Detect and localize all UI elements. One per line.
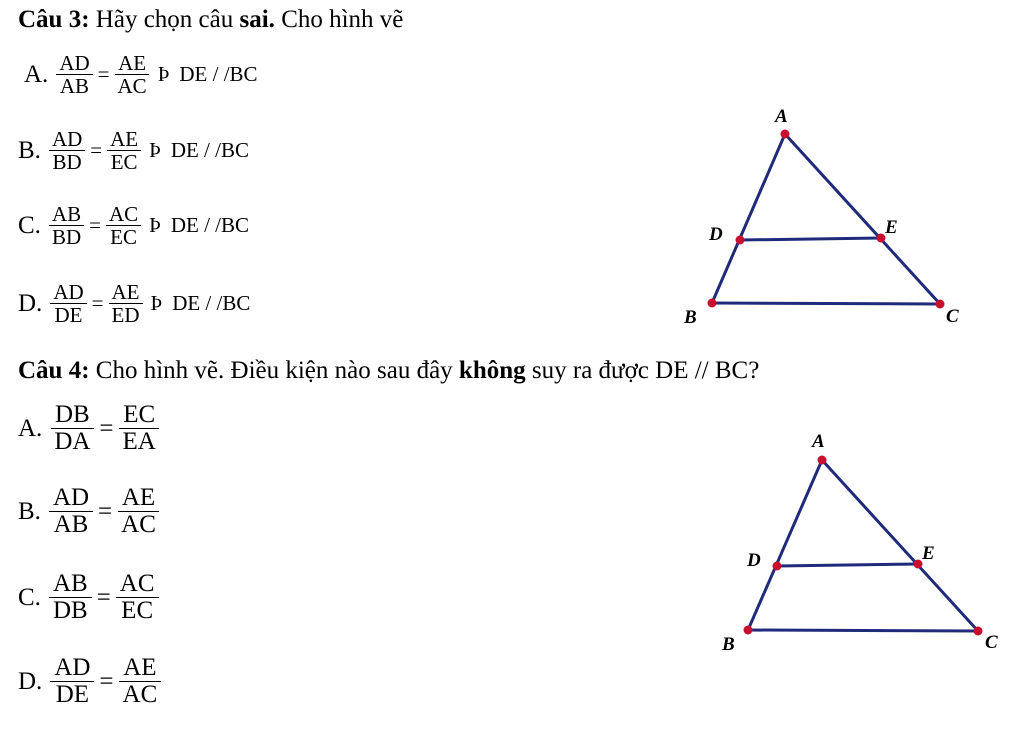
q4-bold-word: không (458, 357, 526, 384)
q4-triangle-figure (721, 431, 998, 655)
denominator: DE (55, 681, 90, 709)
point-b-dot (744, 626, 753, 635)
q3-text-before: Hãy chọn câu (89, 6, 240, 33)
denominator: EC (121, 597, 154, 625)
numerator: AC (116, 571, 159, 598)
point-c-dot (936, 300, 945, 309)
point-e-label: E (922, 543, 935, 564)
denominator: AC (117, 74, 147, 99)
segment-ac (785, 134, 940, 304)
equals-sign: = (89, 213, 101, 238)
segment-ab (712, 134, 785, 303)
implies-symbol: Þ (149, 138, 161, 163)
q3-triangle-figure (683, 106, 959, 328)
segment-de (777, 564, 918, 566)
denominator: AB (53, 511, 89, 539)
option-label: D. (18, 289, 43, 317)
equals-sign: = (98, 497, 113, 525)
conclusion-text: DE / /BC (170, 138, 249, 163)
denominator: ED (111, 303, 140, 328)
conclusion-text: DE / /BC (179, 62, 258, 87)
numerator: AB (49, 571, 92, 598)
option-label: A. (18, 414, 43, 442)
equals-sign: = (91, 291, 104, 316)
numerator: AE (107, 128, 141, 151)
segment-de (740, 238, 881, 240)
denominator: BD (51, 225, 82, 250)
point-a-dot (818, 456, 827, 465)
point-b-label: B (722, 634, 735, 655)
option-label: B. (18, 136, 41, 164)
denominator: BD (52, 150, 82, 175)
point-a-label: A (812, 431, 825, 452)
point-d-dot (736, 236, 745, 245)
option-label: C. (18, 211, 41, 239)
equals-sign: = (99, 414, 114, 442)
q4-text-before: Cho hình vẽ. Điều kiện nào sau đây (89, 357, 459, 384)
denominator: AB (59, 74, 90, 99)
segment-ac (822, 460, 978, 631)
equals-sign: = (97, 62, 110, 87)
point-b-dot (708, 299, 717, 308)
numerator: AD (49, 485, 93, 512)
point-c-dot (974, 627, 983, 636)
denominator: DA (54, 428, 91, 456)
q3-label: Câu 3: (18, 6, 90, 33)
point-a-dot (781, 130, 790, 139)
numerator: AD (56, 52, 92, 75)
segment-ab (748, 460, 822, 630)
numerator: AE (119, 655, 160, 682)
denominator: AC (121, 511, 156, 539)
q4-text-after: suy ra được DE // BC? (525, 357, 760, 384)
denominator: DB (52, 597, 88, 625)
implies-symbol: Þ (149, 213, 161, 238)
point-d-label: D (709, 224, 723, 245)
point-c-label: C (985, 632, 998, 653)
option-label: A. (24, 60, 49, 88)
numerator: AE (118, 485, 159, 512)
denominator: EC (110, 150, 138, 175)
numerator: AD (50, 655, 94, 682)
denominator: EC (110, 225, 137, 250)
numerator: DB (51, 402, 94, 429)
option-label: B. (18, 497, 41, 525)
point-d-label: D (747, 550, 761, 571)
option-label: C. (18, 583, 41, 611)
equals-sign: = (99, 667, 114, 695)
implies-symbol: Þ (150, 291, 163, 316)
numerator: AC (106, 203, 141, 226)
point-c-label: C (946, 306, 959, 327)
point-e-label: E (885, 217, 898, 238)
q3-text-after: Cho hình vẽ (274, 6, 404, 33)
equals-sign: = (96, 583, 111, 611)
numerator: AD (50, 281, 86, 304)
option-label: D. (18, 667, 43, 695)
denominator: DE (54, 303, 83, 328)
point-a-label: A (775, 106, 788, 127)
point-b-label: B (684, 307, 697, 328)
numerator: AB (49, 203, 84, 226)
segment-bc (748, 630, 978, 631)
numerator: AE (109, 281, 143, 304)
segment-bc (712, 303, 940, 304)
conclusion-text: DE / /BC (172, 291, 251, 316)
denominator: EA (122, 428, 156, 456)
implies-symbol: Þ (157, 62, 170, 87)
numerator: AE (115, 52, 149, 75)
q3-bold-word: sai. (239, 6, 275, 33)
numerator: EC (119, 402, 159, 429)
equals-sign: = (90, 138, 103, 163)
q4-label: Câu 4: (18, 357, 90, 384)
numerator: AD (49, 128, 85, 151)
denominator: AC (122, 681, 158, 709)
conclusion-text: DE / /BC (170, 213, 250, 238)
point-d-dot (773, 562, 782, 571)
